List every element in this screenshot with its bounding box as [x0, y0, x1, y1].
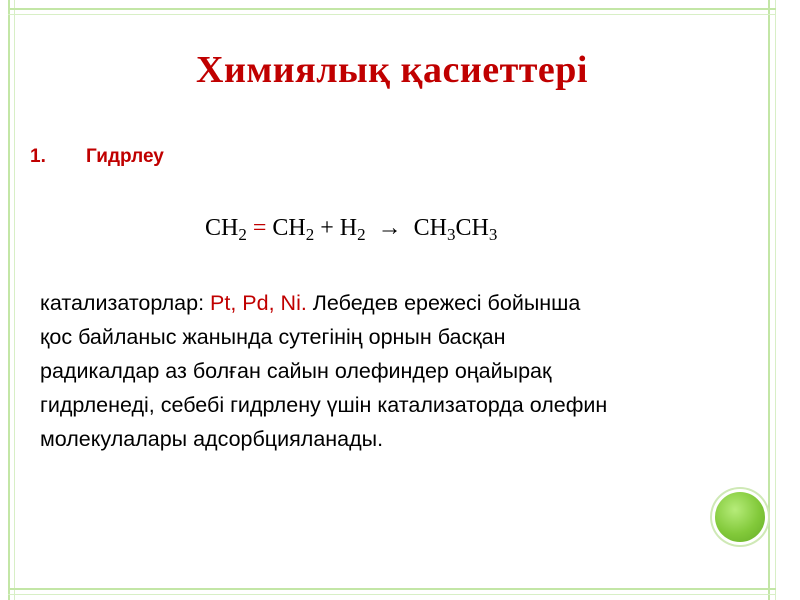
frame-top-inner-line — [8, 14, 776, 15]
reaction-equation — [205, 215, 497, 245]
eq-sub-5: 3 — [488, 225, 498, 244]
eq-term-3: H — [339, 215, 358, 241]
eq-sub-2: 2 — [305, 225, 315, 244]
list-label: Гидрлеу — [86, 146, 164, 167]
paragraph-line-5: молекулалары адсорбцияланады. — [40, 427, 384, 451]
eq-term-4: CH — [413, 215, 447, 241]
slide-title: Химиялық қасиеттері — [196, 49, 588, 91]
paragraph-line-4: гидрленеді, себебі гидрлену үшін катализаторда олефин — [40, 393, 608, 417]
paragraph-line-2: қос байланыс жанында сутегінің орнын басқан — [40, 325, 506, 349]
description-paragraph — [40, 286, 760, 456]
paragraph-line-1-rest: Лебедев ережесі бойынша — [306, 291, 581, 315]
decorative-circle — [715, 492, 765, 542]
frame-bottom-inner-line — [8, 594, 776, 595]
list-item-hydrogenation — [30, 146, 164, 168]
paragraph-prefix: катализаторлар: — [40, 291, 211, 315]
eq-term-1: CH — [205, 215, 239, 241]
frame-top-line — [8, 8, 776, 10]
list-number: 1. — [30, 146, 46, 167]
double-bond-sign: = — [252, 215, 267, 241]
catalyst-list: Pt, Pd, Ni. — [210, 291, 307, 315]
frame-bottom-line — [8, 588, 776, 590]
plus-sign: + — [320, 215, 334, 241]
eq-term-5: CH — [455, 215, 489, 241]
eq-sub-3: 2 — [357, 225, 366, 244]
arrow-icon: → — [377, 215, 402, 241]
eq-sub-4: 3 — [446, 225, 456, 244]
eq-sub-1: 2 — [238, 225, 247, 244]
eq-term-2: CH — [272, 215, 306, 241]
paragraph-line-3: радикалдар аз болған сайын олефиндер оңайырақ — [40, 359, 552, 383]
